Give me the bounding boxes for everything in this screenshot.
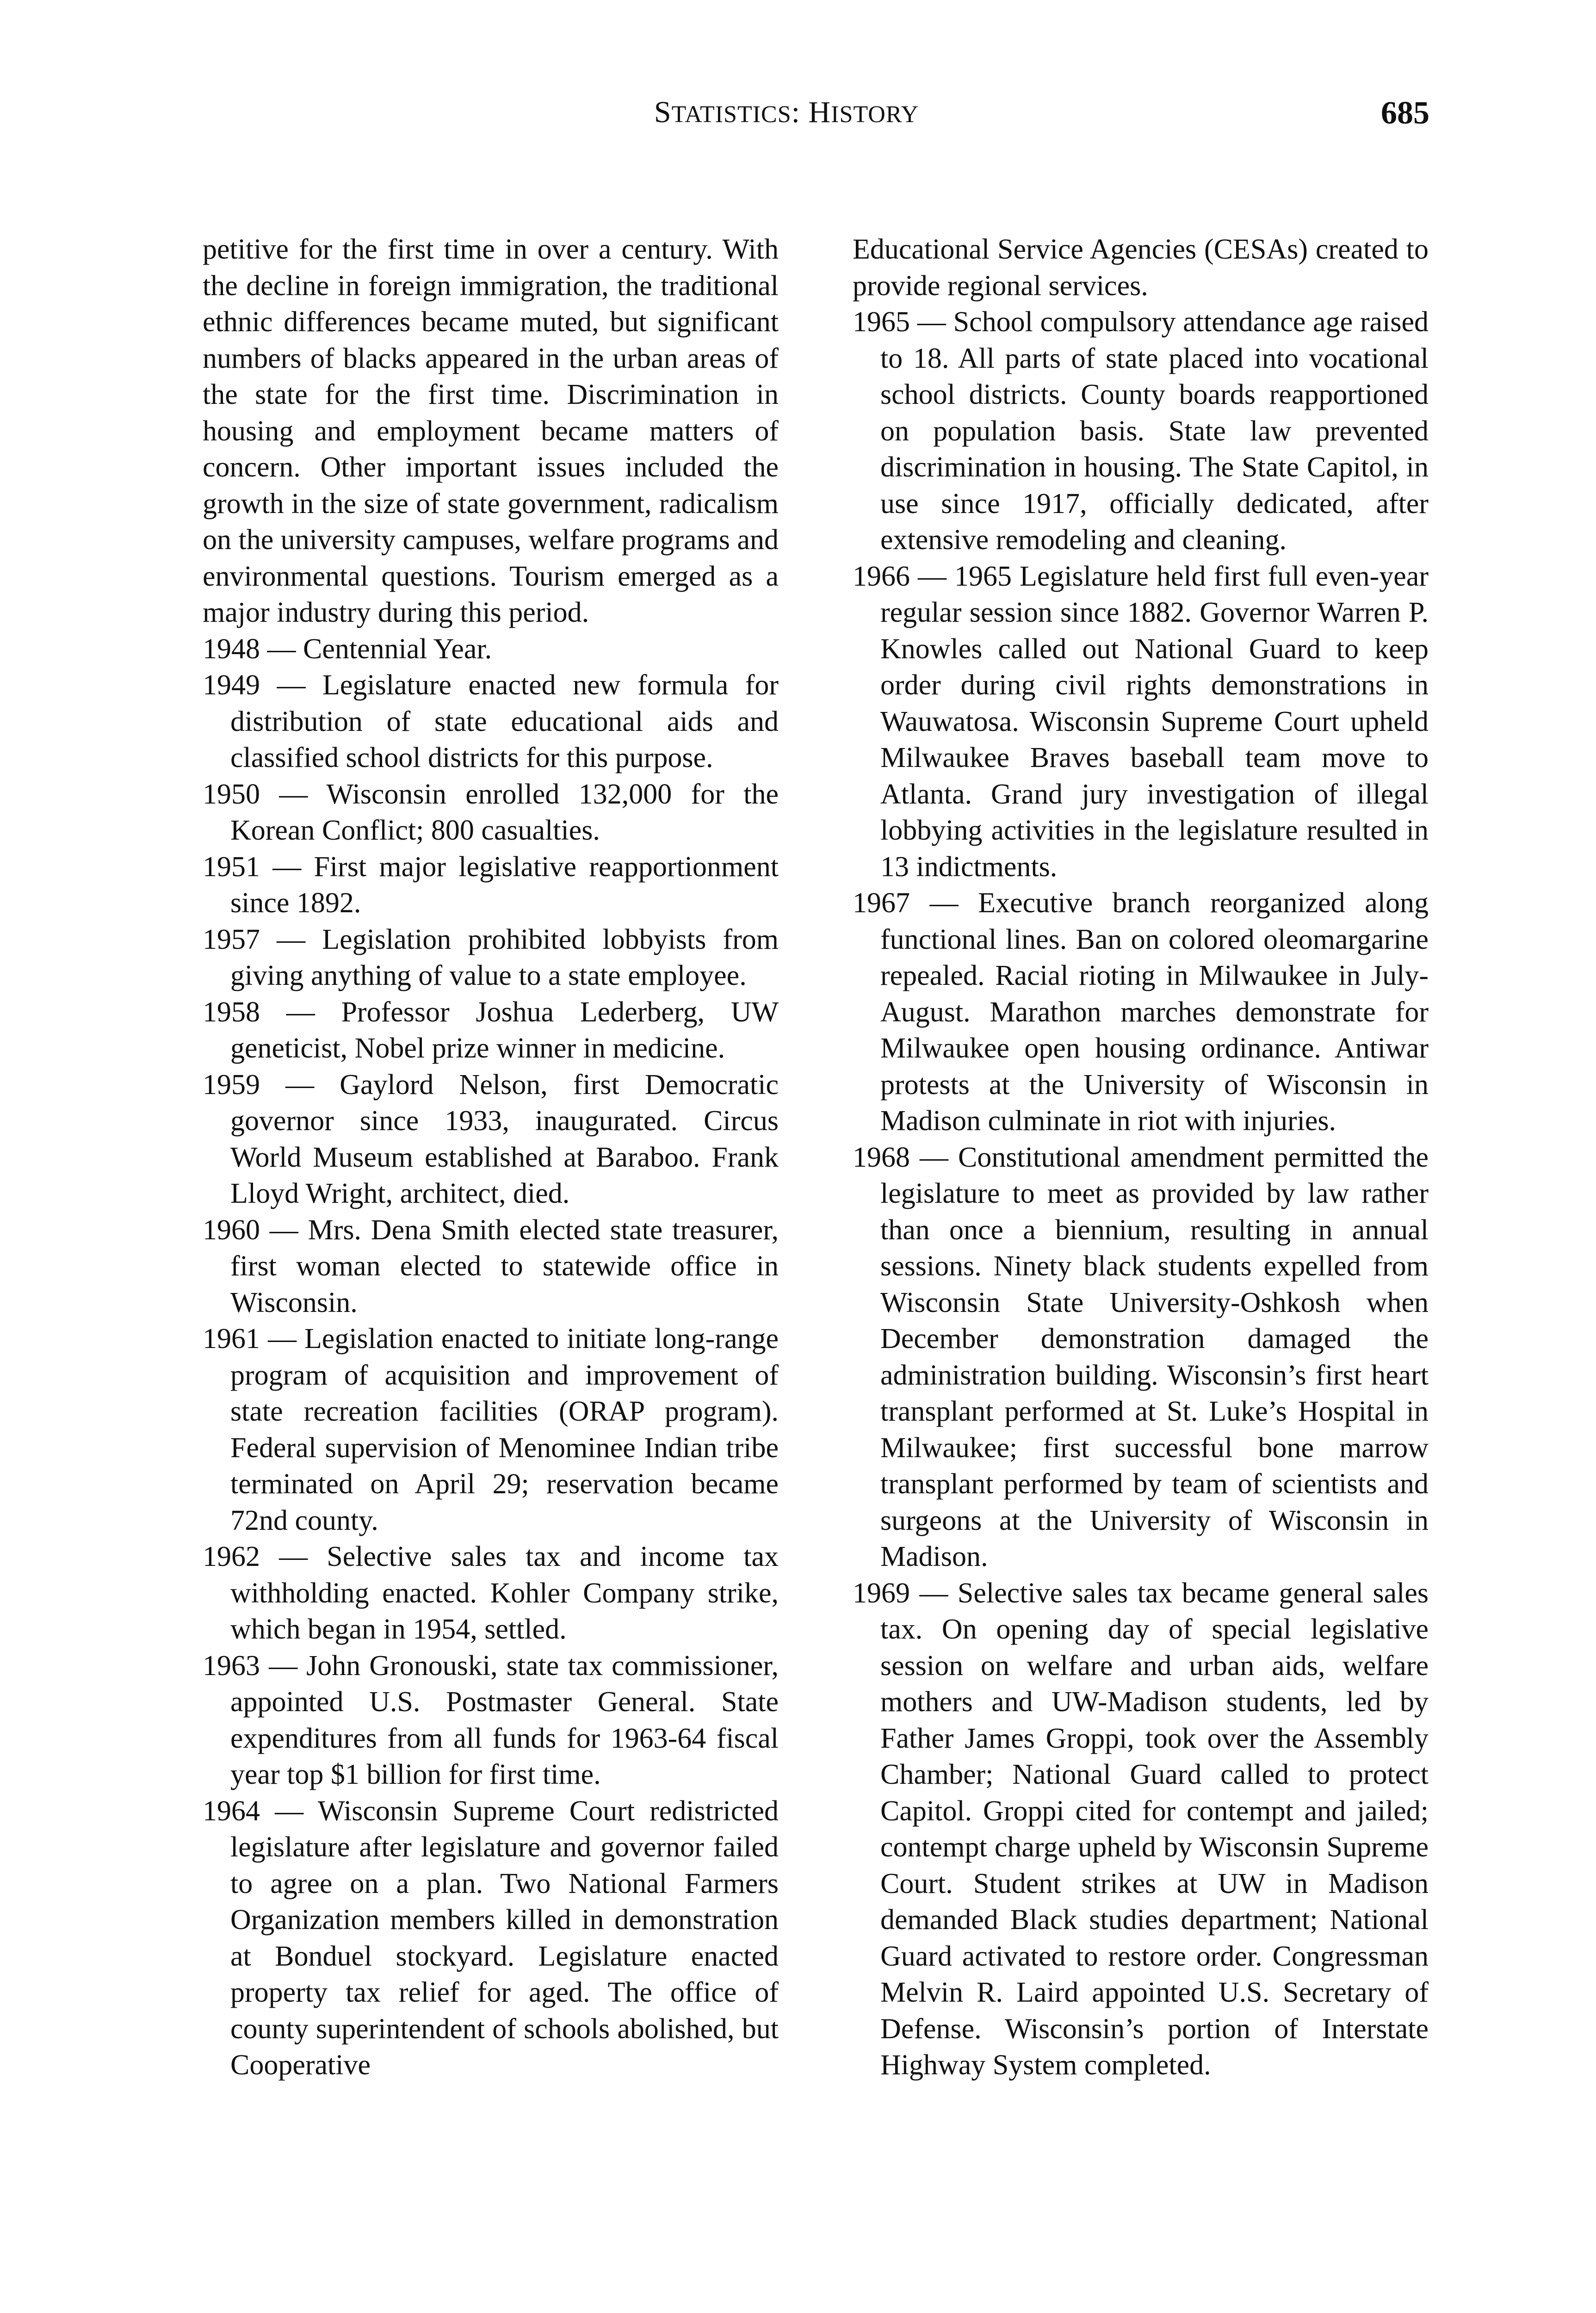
timeline-entry: 1963 — John Gronouski, state tax commissioner, appointed U.S. Postmaster General. State expenditures from all funds for 1963-64 fiscal year top $1 billion for first time. — [203, 1650, 779, 1790]
timeline-entry: 1958 — Professor Joshua Lederberg, UW geneticist, Nobel prize winner in medicine. — [203, 996, 779, 1064]
title-separator: : — [791, 95, 809, 129]
timeline-entry: 1967 — Executive branch reorganized along functional lines. Ban on colored oleomargarine repealed. Racial rioting in Milwaukee in July-August. Marathon marches demonstrate for Milwaukee open housing ordinance. Antiwar protests at the University of Wisconsin in Madison culminate in riot with injuries. — [853, 887, 1429, 1137]
left-column — [203, 231, 779, 2084]
timeline-entry: 1964 — Wisconsin Supreme Court redistricted legislature after legislature and governor failed to agree on a plan. Two National Farmers Organization members killed in demonstration at Bonduel stockyard. Legislature enacted property tax relief for aged. The office of county superintendent of schools abolished, but Cooperative — [203, 1795, 779, 2081]
title-initial-s: S — [654, 95, 672, 129]
intro-paragraph: petitive for the first time in over a century. With the decline in foreign immigration, the traditional ethnic differences became muted, but significant numbers of blacks appeared in the urban areas of the state for the first time. Discrimination in housing and employment became matters of concern. Other important issues included the growth in the size of state government, radicalism on the university campuses, welfare programs and environmental questions. Tourism emerged as a major industry during this period. — [203, 234, 779, 628]
page-number: 685 — [1381, 95, 1429, 131]
timeline-entry: 1948 — Centennial Year. — [203, 633, 492, 665]
timeline-entry: 1961 — Legislation enacted to initiate long-range program of acquisition and improvement of state recreation facilities (ORAP program). Federal supervision of Menominee Indian tribe terminated on April 29; reservation became 72nd county. — [203, 1323, 779, 1536]
timeline-entry: 1960 — Mrs. Dena Smith elected state treasurer, first woman elected to statewide office in Wisconsin. — [203, 1214, 779, 1318]
timeline-entry: 1968 — Constitutional amendment permitted the legislature to meet as provided by law rather than once a biennium, resulting in annual sessions. Ninety black students expelled from Wisconsin State University-Oshkosh when December demonstration damaged the administration building. Wisconsin’s first heart transplant performed at St. Luke’s Hospital in Milwaukee; first successful bone marrow transplant performed by team of scientists and surgeons at the University of Wisconsin in Madison. — [853, 1141, 1429, 1572]
timeline-entry: 1951 — First major legislative reapportionment since 1892. — [203, 851, 779, 919]
right-column — [853, 231, 1429, 2084]
continuation-paragraph: Educational Service Agencies (CESAs) created to provide regional services. — [853, 234, 1429, 302]
timeline-entry: 1966 — 1965 Legislature held first full even-year regular session since 1882. Governor Warren P. Knowles called out National Guard to keep order during civil rights demonstrations in Wauwatosa. Wisconsin Supreme Court upheld Milwaukee Braves baseball team move to Atlanta. Grand jury investigation of illegal lobbying activities in the legislature resulted in 13 indictments. — [853, 560, 1429, 883]
timeline-entry: 1965 — School compulsory attendance age raised to 18. All parts of state placed into vocational school districts. County boards reapportioned on population basis. State law prevented discrimination in housing. The State Capitol, in use since 1917, officially dedicated, after extensive remodeling and cleaning. — [853, 306, 1429, 556]
timeline-entry: 1959 — Gaylord Nelson, first Democratic governor since 1933, inaugurated. Circus World Museum established at Baraboo. Frank Lloyd Wright, architect, died. — [203, 1069, 779, 1209]
title-rest-history: ISTORY — [831, 101, 919, 128]
timeline-entry: 1949 — Legislature enacted new formula for distribution of state educational aids and classified school districts for this purpose. — [203, 669, 779, 773]
title-rest-statistics: TATISTICS — [671, 101, 792, 128]
page-title — [601, 95, 971, 130]
title-initial-h: H — [808, 95, 831, 129]
timeline-entry: 1969 — Selective sales tax became general sales tax. On opening day of special legislative session on welfare and urban aids, welfare mothers and UW-Madison students, led by Father James Groppi, took over the Assembly Chamber; National Guard called to protect Capitol. Groppi cited for contempt and jailed; contempt charge upheld by Wisconsin Supreme Court. Student strikes at UW in Madison demanded Black studies department; National Guard activated to restore order. Congressman Melvin R. Laird appointed U.S. Secretary of Defense. Wisconsin’s portion of Interstate Highway System completed. — [853, 1577, 1429, 2081]
timeline-entry: 1957 — Legislation prohibited lobbyists from giving anything of value to a state employee. — [203, 923, 779, 991]
timeline-entry: 1950 — Wisconsin enrolled 132,000 for the Korean Conflict; 800 casualties. — [203, 778, 779, 846]
timeline-entry: 1962 — Selective sales tax and income tax withholding enacted. Kohler Company strike, which began in 1954, settled. — [203, 1541, 779, 1645]
